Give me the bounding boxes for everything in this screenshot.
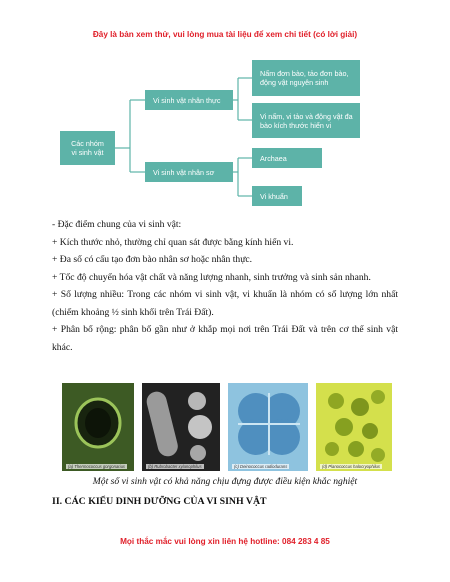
figure-caption: Một số vi sinh vật có khả năng chịu đựng được điều kiện khắc nghiệt: [92, 476, 358, 487]
paragraph: + Kích thước nhỏ, thường chỉ quan sát được bằng kính hiển vi.: [52, 236, 294, 248]
photo-caption-d: (d) Planococcus halocryophilus: [322, 464, 380, 469]
paragraph: + Đa số có cấu tạo đơn bào nhân sơ hoặc nhân thực.: [52, 254, 253, 265]
prokaryote-label: Vi sinh vật nhân sơ: [153, 167, 215, 177]
cocci-colony-photo: [316, 383, 392, 471]
protist-label: Nấm đơn bào, tảo đơn bào, động vật nguyên sinh: [260, 69, 349, 87]
paragraph: + Tốc độ chuyển hóa vật chất và năng lượng nhanh, sinh trưởng và sinh sản nhanh.: [52, 271, 371, 283]
photo-caption-c: (c) Deinococcus radiodurans: [234, 464, 288, 469]
paragraph: + Số lượng nhiều: Trong các nhóm vi sinh vật, vi khuẩn là nhóm có số lượng lớn nhất (chiếm khoảng ½ sinh khối trên Trái Đất).: [52, 289, 398, 318]
prokaryote-node: [145, 162, 233, 182]
protist-node: [252, 60, 360, 96]
paragraph: - Đặc điểm chung của vi sinh vật:: [52, 219, 182, 230]
photo-caption-a: (a) Thermococcus gorgonarius: [68, 464, 126, 469]
preview-banner: Đây là bản xem thử, vui lòng mua tài liệu để xem chi tiết (có lời giải): [92, 30, 358, 39]
microbe-photo-strip: [62, 383, 392, 471]
paragraph: + Phân bố rộng: phân bố gần như ở khắp mọi nơi trên Trái Đất và trên cơ thể sinh vật khác.: [52, 324, 398, 353]
hotline-banner: Mọi thắc mắc vui lòng xin liên hệ hotline: 084 283 4 85: [120, 537, 330, 546]
bacterium-cell-photo: [62, 383, 134, 471]
archaea-label: Archaea: [260, 153, 287, 163]
root-node: [60, 131, 115, 165]
photo-caption-b: (b) Rubrobacter xylanophilus: [148, 464, 202, 469]
planococcus-illustration: [316, 383, 392, 471]
microfungi-node: [252, 103, 360, 138]
rubrobacter-illustration: [142, 383, 220, 471]
root-node-label: Các nhóm vi sinh vật: [71, 139, 104, 157]
section-heading: II. CÁC KIỂU DINH DƯỠNG CỦA VI SINH VẬT: [52, 496, 267, 507]
characteristics-text: [52, 216, 398, 356]
bacteria-node: [252, 186, 302, 206]
eukaryote-node: [145, 90, 233, 110]
archaea-node: [252, 148, 322, 168]
thermococcus-illustration: [62, 383, 134, 471]
rod-bacterium-photo: [142, 383, 220, 471]
deinococcus-illustration: [228, 383, 308, 471]
microfungi-label: Vi nấm, vi tảo và động vật đa bào kích thước hiển vi: [260, 111, 353, 130]
tetrad-cells-photo: [228, 383, 308, 471]
eukaryote-label: Vi sinh vật nhân thực: [153, 95, 221, 105]
bacteria-label: Vi khuẩn: [260, 191, 288, 201]
